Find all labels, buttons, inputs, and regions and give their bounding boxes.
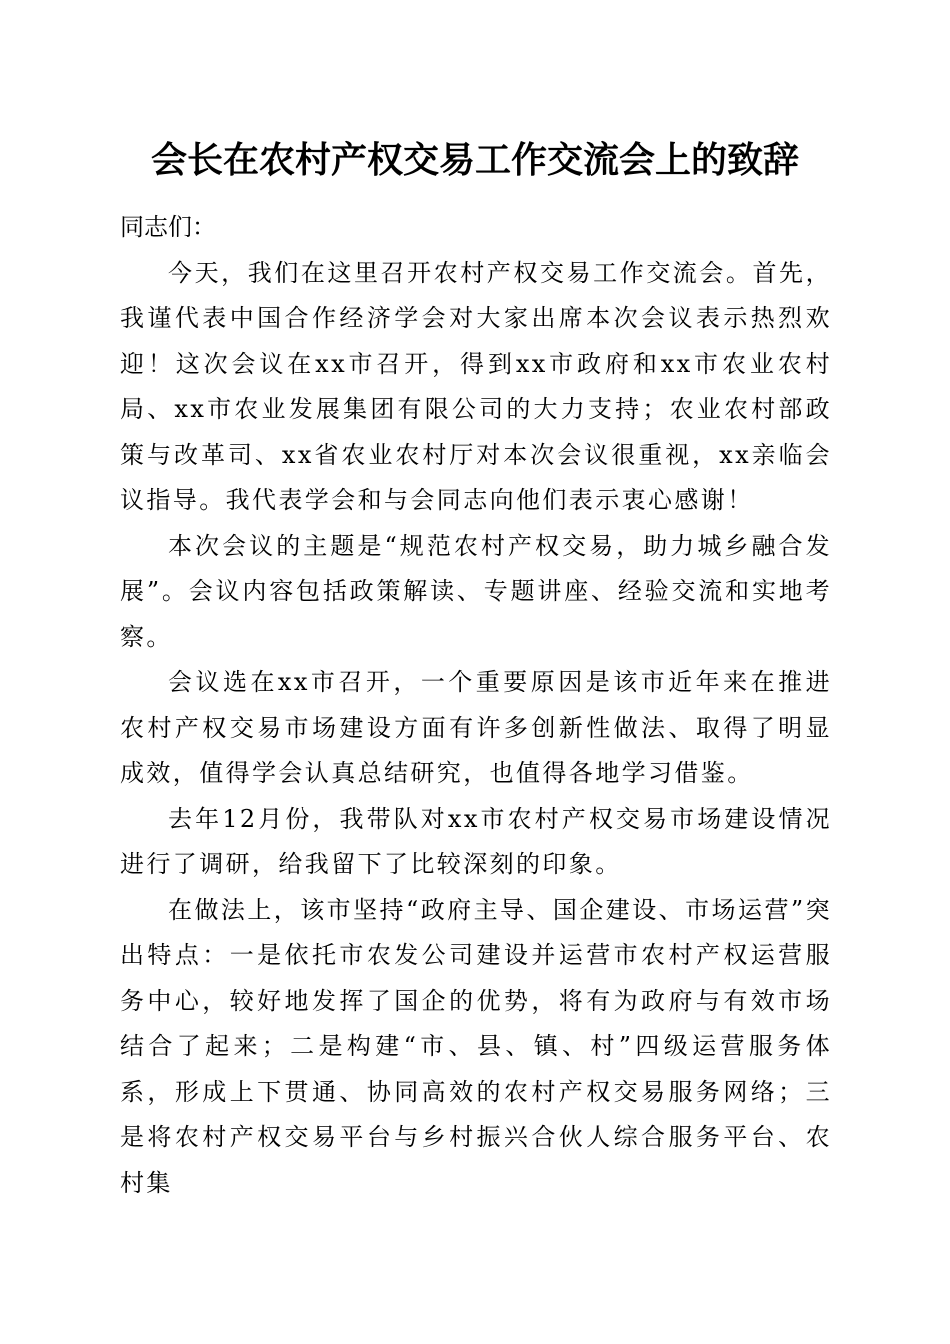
salutation: 同志们： [120,213,216,241]
paragraph-welcome: 今天，我们在这里召开农村产权交易工作交流会。首先，我谨代表中国合作经济学会对大家出席本次会议表示热烈欢迎！这次会议在xx市召开，得到xx市政府和xx市农业农村局、xx市农业发展集团有限公司的大力支持；农业农村部政策与改革司、xx省农业农村厅对本次会议很重视，xx亲临会议指导。我代表学会和与会同志向他们表示衷心感谢！ [120,258,832,514]
paragraph-practices: 在做法上，该市坚持“政府主导、国企建设、市场运营”突出特点：一是依托市农发公司建设并运营市农村产权运营服务中心，较好地发挥了国企的优势，将有为政府与有效市场结合了起来；二是构建“市、县、镇、村”四级运营服务体系，形成上下贯通、协同高效的农村产权交易服务网络；三是将农村产权交易平台与乡村振兴合伙人综合服务平台、农村集 [120,895,832,1197]
document-title: 会长在农村产权交易工作交流会上的致辞 [150,139,799,181]
paragraph-theme: 本次会议的主题是“规范农村产权交易，助力城乡融合发展”。会议内容包括政策解读、专题讲座、经验交流和实地考察。 [120,531,832,651]
document-body [120,205,832,1206]
paragraph-venue-reason: 会议选在xx市召开，一个重要原因是该市近年来在推进农村产权交易市场建设方面有许多创新性做法、取得了明显成效，值得学会认真总结研究，也值得各地学习借鉴。 [120,668,832,787]
paragraph-survey: 去年12月份，我带队对xx市农村产权交易市场建设情况进行了调研，给我留下了比较深刻的印象。 [120,804,832,878]
